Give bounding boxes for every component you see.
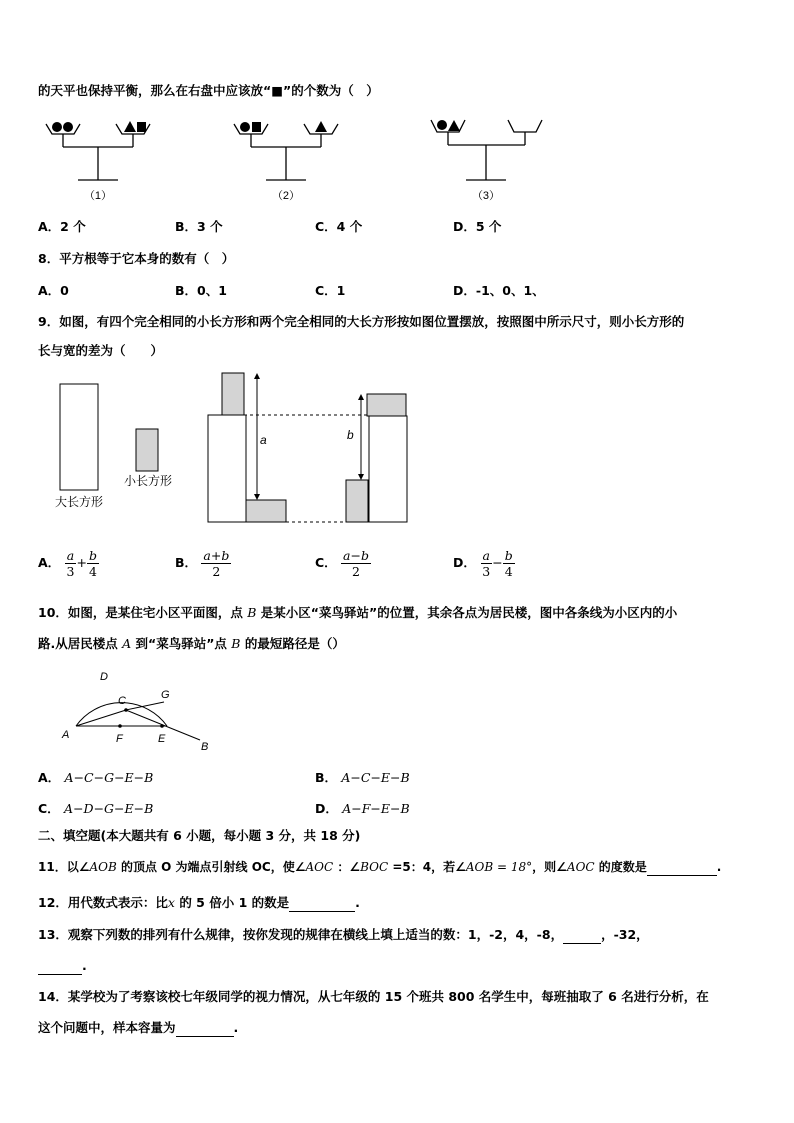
section-2-heading: 二、填空题(本大题共有 6 小题，每小题 3 分，共 18 分) — [38, 828, 361, 843]
small-rectangle — [222, 373, 244, 415]
balance-scale-3 — [431, 120, 542, 180]
q9-stem-line1: 9．如图，有四个完全相同的小长方形和两个完全相同的大长方形按如图位置摆放，按照图中所示尺寸，则小长方形的 — [38, 314, 685, 329]
circle-weight — [437, 120, 447, 130]
triangle-weight — [124, 121, 136, 132]
q9-option-a: A． $\frac{a}{3}$ + $\frac{b}{4}$ — [38, 548, 97, 579]
big-rectangle — [60, 384, 98, 490]
scale-label-3: （3） — [471, 190, 501, 202]
label-a: a — [260, 433, 267, 447]
q8-option-c: C．1 — [315, 283, 346, 298]
circle-weight — [63, 122, 73, 132]
answer-blank[interactable] — [647, 861, 717, 876]
circle-weight — [52, 122, 62, 132]
q9-option-c: C． $\frac{a-b}{2}$ — [315, 548, 369, 579]
circle-weight — [240, 122, 250, 132]
q14-stem-line1: 14．某学校为了考察该校七年级同学的视力情况，从七年级的 15 个班共 800 名学生中，每班抽取了 6 名进行分析，在 — [38, 989, 709, 1004]
answer-blank[interactable] — [563, 929, 601, 944]
q11-stem: 11．以∠AOB 的顶点 O 为端点引射线 OC，使∠AOC ：∠BOC =5：4，若∠AOB = 18°，则∠AOC 的度数是 . — [38, 860, 722, 874]
answer-blank[interactable] — [176, 1022, 234, 1037]
path-map-figure — [38, 662, 228, 762]
q8-option-a: A．0 — [38, 283, 69, 298]
q7-stem: 的天平也保持平衡，那么在右盘中应该放“■”的个数为（ ） — [38, 83, 379, 98]
balance-scale-2 — [234, 124, 338, 180]
q12-stem: 12．用代数式表示：比x 的 5 倍小 1 的数是 . — [38, 895, 360, 910]
q10-option-b: B． A−C−E−B — [315, 770, 410, 785]
rectangles-figure — [38, 368, 418, 528]
triangle-weight — [315, 121, 327, 132]
q10-option-c: C． A−D−G−E−B — [38, 801, 154, 816]
q10-option-a: A． A−C−G−E−B — [38, 770, 154, 785]
q13-stem-line2: . — [38, 957, 87, 975]
scale-label-1: （1） — [83, 190, 113, 202]
q8-option-b: B．0、1 — [175, 283, 227, 298]
q14-stem-line2: 这个问题中，样本容量为 . — [38, 1020, 239, 1035]
q7-option-d: D．5 个 — [453, 219, 502, 234]
small-rectangle — [367, 394, 406, 416]
q9-option-b: B． $\frac{a+b}{2}$ — [175, 548, 230, 579]
q8-stem: 8．平方根等于它本身的数有（ ） — [38, 251, 235, 266]
big-rectangle — [369, 416, 407, 522]
point-b-label: B — [201, 741, 209, 753]
big-rectangle-label: 大长方形 — [54, 495, 104, 509]
point-e-label: E — [158, 733, 166, 745]
point-a-label: A — [62, 729, 70, 741]
q9-stem-line2: 长与宽的差为（ ） — [38, 343, 164, 358]
small-rectangle — [346, 480, 368, 522]
small-rectangle — [246, 500, 286, 522]
square-weight — [137, 122, 146, 132]
square-weight — [252, 122, 261, 132]
answer-blank[interactable] — [289, 897, 355, 912]
balance-scale-1 — [46, 124, 150, 180]
scale-label-2: （2） — [271, 190, 301, 202]
big-rectangle — [208, 415, 246, 522]
small-rectangle — [136, 429, 158, 471]
balance-scales-figure — [38, 112, 568, 207]
q7-option-a: A．2 个 — [38, 219, 86, 234]
label-b: b — [347, 428, 354, 442]
q10-stem-line2: 路.从居民楼点 A 到“菜鸟驿站”点 B 的最短路径是（） — [38, 636, 345, 651]
answer-blank[interactable] — [38, 960, 82, 975]
q8-option-d: D．-1、0、1、 — [453, 283, 545, 298]
q9-option-d: D． $\frac{a}{3}$ − $\frac{b}{4}$ — [453, 548, 513, 579]
point-d-label: D — [100, 671, 108, 683]
q13-stem: 13．观察下列数的排列有什么规律，按你发现的规律在横线上填上适当的数：1，-2，4，-8， ，-32， — [38, 927, 649, 942]
point-f-label: F — [116, 733, 123, 745]
q10-option-d: D． A−F−E−B — [315, 801, 410, 816]
q10-stem-line1: 10．如图，是某住宅小区平面图，点 B 是某小区“菜鸟驿站”的位置，其余各点为居民楼，图中各条线为小区内的小 — [38, 605, 678, 620]
point-g-label: G — [161, 689, 170, 701]
triangle-weight — [448, 120, 460, 131]
small-rectangle-label: 小长方形 — [123, 474, 173, 488]
q7-option-b: B．3 个 — [175, 219, 223, 234]
point-c-label: C — [118, 695, 126, 707]
q7-option-c: C．4 个 — [315, 219, 363, 234]
